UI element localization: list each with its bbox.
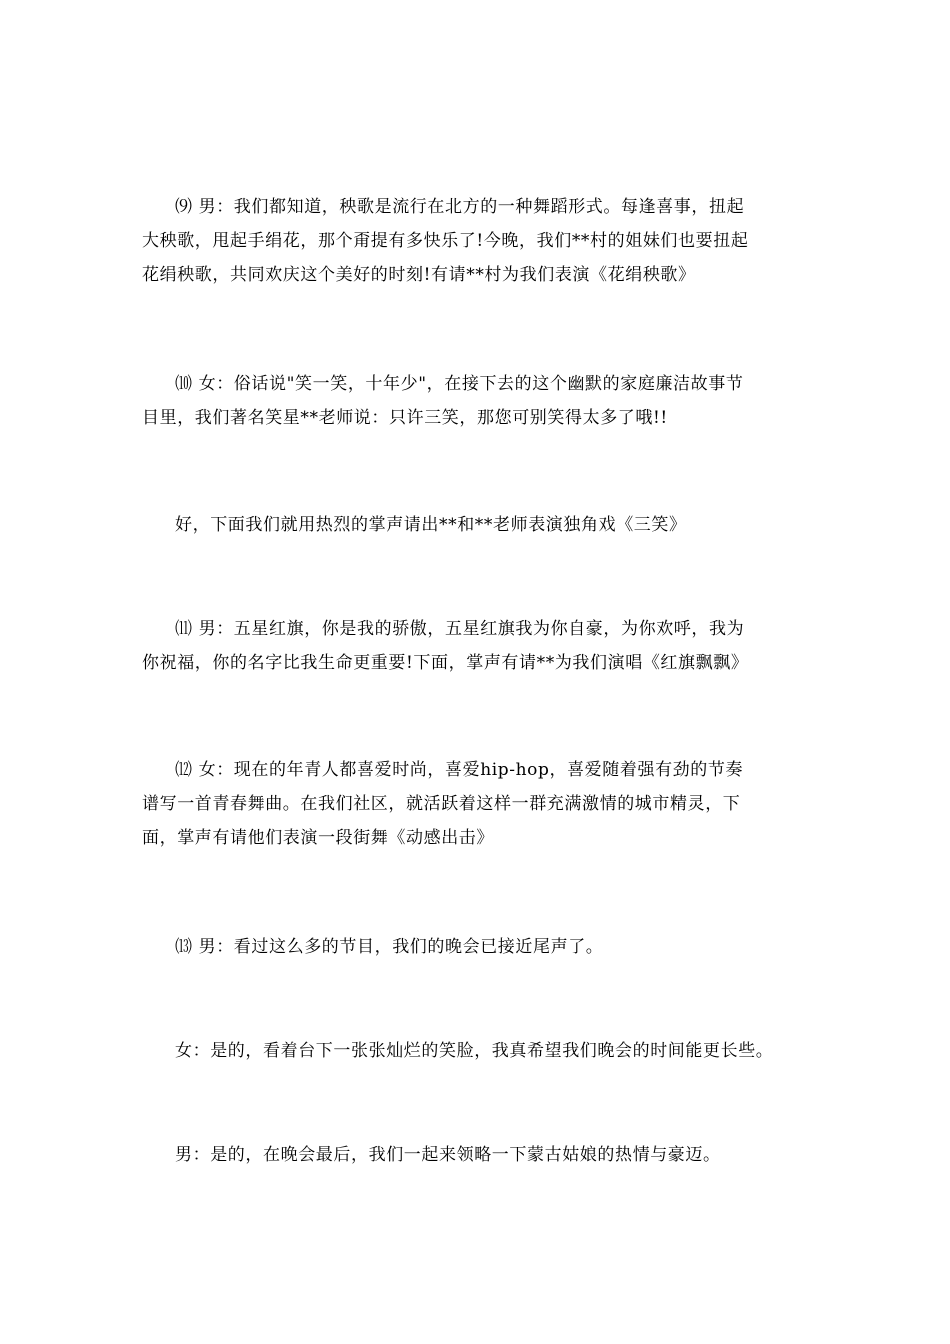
paragraph-11-hongqi [142, 612, 822, 680]
text-line: 花绢秧歌，共同欢庆这个美好的时刻!有请**村为我们表演《花绢秧歌》 [142, 265, 696, 285]
paragraph-10-sanxiao [142, 367, 822, 435]
paragraph-female-reply [142, 1034, 822, 1068]
text-line: 目里，我们著名笑星**老师说：只许三笑，那您可别笑得太多了哦!! [142, 408, 668, 428]
text-line: ⑿ 女：现在的年青人都喜爱时尚，喜爱hip-hop，喜爱随着强有劲的节奏 [175, 760, 744, 780]
text-line: 男：是的，在晚会最后，我们一起来领略一下蒙古姑娘的热情与豪迈。 [175, 1145, 721, 1165]
text-line: 大秧歌，甩起手绢花，那个甭提有多快乐了!今晚，我们**村的姐妹们也要扭起 [142, 231, 749, 251]
text-line: 好，下面我们就用热烈的掌声请出**和**老师表演独角戏《三笑》 [175, 515, 687, 535]
paragraph-12-jiewu [142, 753, 822, 855]
paragraph-male-closing [142, 1138, 822, 1172]
paragraph-13-weisheng [142, 930, 822, 964]
text-line: 面，掌声有请他们表演一段街舞《动感出击》 [142, 828, 494, 848]
text-line: 女：是的，看着台下一张张灿烂的笑脸，我真希望我们晚会的时间能更长些。 [175, 1041, 774, 1061]
paragraph-sanxiao-intro [142, 508, 822, 542]
text-line: ⑽ 女：俗话说"笑一笑，十年少"，在接下去的这个幽默的家庭廉洁故事节 [175, 374, 744, 394]
text-line: 谱写一首青春舞曲。在我们社区，就活跃着这样一群充满激情的城市精灵，下 [142, 794, 741, 814]
text-line: 你祝福，你的名字比我生命更重要!下面，掌声有请**为我们演唱《红旗飘飘》 [142, 653, 749, 673]
text-line: ⑼ 男：我们都知道，秧歌是流行在北方的一种舞蹈形式。每逢喜事，扭起 [175, 197, 745, 217]
text-line: ⑾ 男：五星红旗，你是我的骄傲，五星红旗我为你自豪，为你欢呼，我为 [175, 619, 745, 639]
paragraph-9-yangge [142, 190, 822, 292]
text-line: ⒀ 男：看过这么多的节目，我们的晚会已接近尾声了。 [175, 937, 604, 957]
